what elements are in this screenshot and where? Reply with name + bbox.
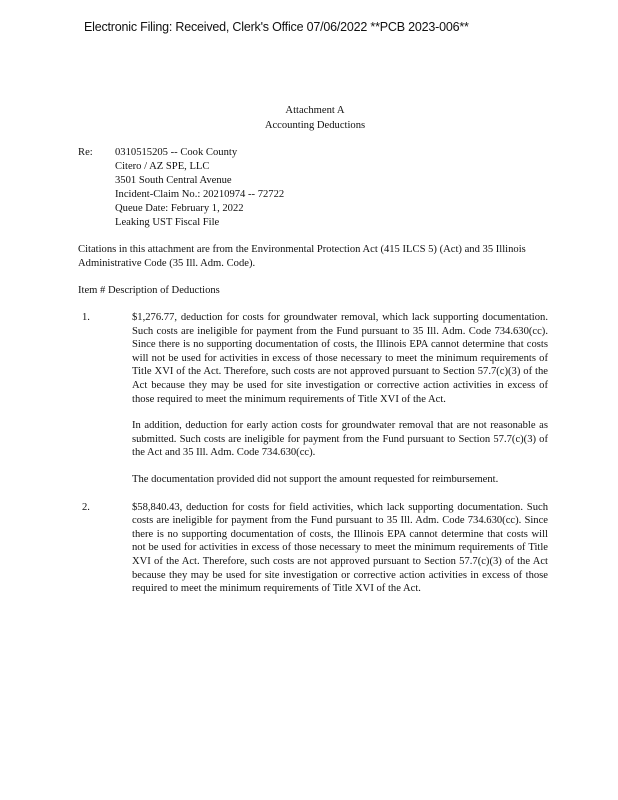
re-line: 0310515205 -- Cook County xyxy=(115,147,238,158)
re-line: 3501 South Central Avenue xyxy=(115,174,232,186)
item-body xyxy=(132,501,548,596)
deduction-item xyxy=(78,501,548,596)
re-label: Re: xyxy=(78,147,93,158)
item-paragraph: $58,840.43, deduction for costs for field activities, which lack supporting documentation. Such costs are ineligible for payment from the Fund pursuant to 35 Ill. Adm. Code 734.630(cc). Since there is no supporting documentation of costs, the Illinois EPA cannot determine that costs will not be used for activities in excess of those necessary to meet the minimum requirements of Title XVI of the Act. Therefore, such costs are not approved pursuant to Section 57.7(c)(3) of the Act because they may be used for site investigation or corrective action activities in excess of those required to meet the minimum requirements of Title XVI of the Act. xyxy=(132,501,548,595)
item-paragraph: $1,276.77, deduction for costs for groundwater removal, which lack supporting documentation. Such costs are ineligible for payment from the Fund pursuant to 35 Ill. Adm. Code 734.630(cc). Since there is no supporting documentation of costs, the Illinois EPA cannot determine that costs will not be used for activities in excess of those necessary to meet the minimum requirements of Title XVI of the Act. Therefore, such costs are not approved pursuant to Section 57.7(c)(3) of the Act because they may be used for site investigation or corrective action activities in excess of those required to meet the minimum requirements of Title XVI of the Act. xyxy=(132,312,548,405)
re-line: Citero / AZ SPE, LLC xyxy=(115,160,210,172)
item-number: 1. xyxy=(82,312,90,324)
attachment-subtitle: Accounting Deductions xyxy=(264,119,366,131)
re-line: Leaking UST Fiscal File xyxy=(115,216,220,228)
document-body xyxy=(78,104,548,596)
title-block xyxy=(78,104,552,133)
item-body xyxy=(132,311,548,487)
re-block xyxy=(78,146,548,229)
filing-stamp: Electronic Filing: Received, Clerk's Office 07/06/2022 **PCB 2023-006** xyxy=(84,20,469,34)
citations-paragraph: Citations in this attachment are from the Environmental Protection Act (415 ILCS 5) (Act) and 35 Illinois Administrative Code (35 Ill. Adm. Code). xyxy=(78,244,526,270)
item-paragraph: The documentation provided did not support the amount requested for reimbursement. xyxy=(132,473,499,485)
re-line: Incident-Claim No.: 20210974 -- 72722 xyxy=(115,188,285,200)
item-heading: Item # Description of Deductions xyxy=(78,285,220,297)
item-paragraph: In addition, deduction for early action costs for groundwater removal that are not reasonable as submitted. Such costs are ineligible for payment from the Fund pursuant to Section 57.7(c)(3) of the Act and 35 Ill. Adm. Code 734.630(cc). xyxy=(132,420,548,459)
item-number: 2. xyxy=(82,501,90,513)
deduction-item xyxy=(78,311,548,487)
attachment-title: Attachment A xyxy=(285,105,345,116)
re-line: Queue Date: February 1, 2022 xyxy=(115,202,244,214)
re-lines xyxy=(115,146,284,229)
